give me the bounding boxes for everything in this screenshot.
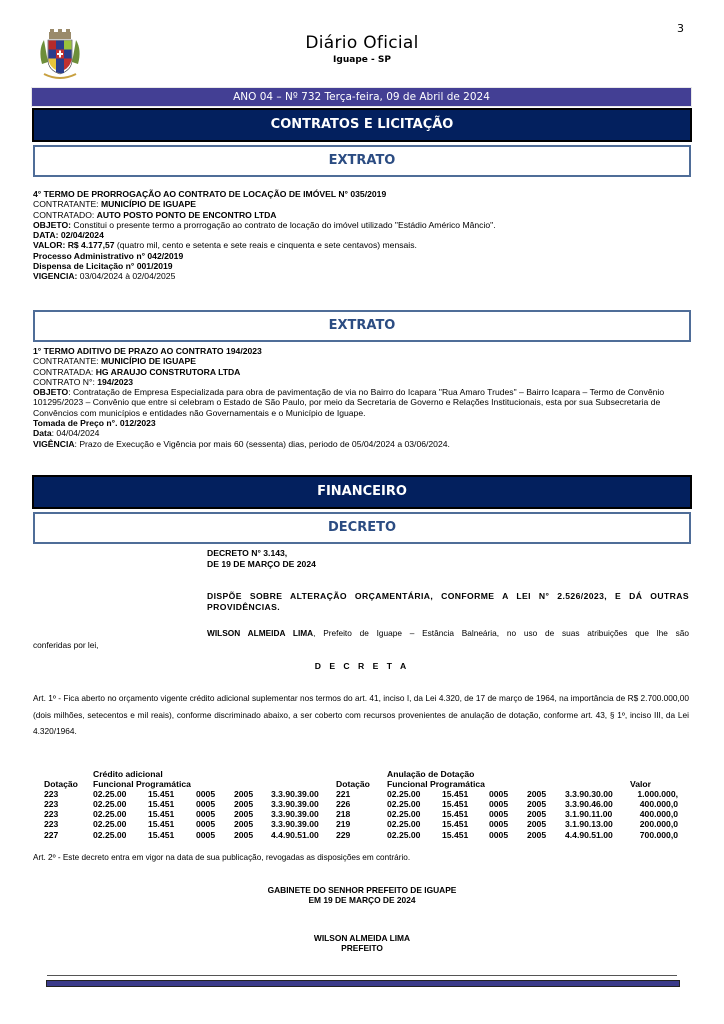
value: : 04/04/2024 [51, 428, 100, 439]
cell-f2: 3.3.90.30.00 [565, 789, 613, 800]
extract-1 [33, 189, 693, 282]
label: CONTRATADA: [33, 366, 96, 377]
decree-art2: Art. 2º - Este decreto entra em vigor na data de sua publicação, revogadas as disposições em contrário. [33, 853, 411, 862]
cell-c: 0005 [196, 789, 216, 800]
cell-valor: 200.000,0 [639, 819, 678, 830]
cell-valor: 700.000,0 [639, 829, 678, 840]
page-number: 3 [677, 22, 684, 35]
cell-e2: 2005 [527, 829, 547, 840]
extract-1-objeto [33, 220, 693, 230]
cell-c: 0005 [196, 809, 216, 820]
section-financeiro: FINANCEIRO [32, 475, 692, 509]
label: OBJETO [33, 387, 69, 398]
extract-2-title: 1° TERMO ADITIVO DE PRAZO AO CONTRATO 194/2023 [33, 346, 262, 356]
cell-c2: 0005 [489, 829, 509, 840]
cell-b2: 15.451 [442, 809, 469, 820]
cell-e2: 2005 [527, 819, 547, 830]
footer-divider [47, 975, 677, 976]
cell-c2: 0005 [489, 809, 509, 820]
label: CONTRATANTE: [33, 356, 101, 367]
cell-a2: 02.25.00 [387, 789, 421, 800]
cell-f2: 3.1.90.11.00 [565, 809, 613, 820]
signature-block-mayor [0, 933, 724, 954]
label: CONTRATO N°: [33, 376, 98, 387]
decree-preamble-line1 [33, 627, 689, 639]
cell-b2: 15.451 [442, 819, 469, 830]
decree-number: DECRETO N° 3.143, [207, 548, 288, 558]
cell-e: 2005 [234, 809, 254, 820]
label: VIGENCIA: [33, 271, 78, 282]
col-valor: Valor [630, 779, 652, 790]
cell-c: 0005 [196, 829, 216, 840]
gabinete-date: EM 19 DE MARÇO DE 2024 [308, 895, 416, 906]
value: (quatro mil, cento e setenta e sete reais e cinquenta e sete centavos) mensais. [114, 240, 417, 251]
extract-1-valor [33, 240, 693, 250]
cell-f: 3.3.90.39.00 [271, 809, 319, 820]
cell-e: 2005 [234, 819, 254, 830]
cell-b2: 15.451 [442, 789, 469, 800]
value: MUNICÍPIO DE IGUAPE [100, 199, 196, 210]
section-extrato-2: EXTRATO [33, 310, 691, 342]
extract-1-contratado [33, 210, 693, 220]
extract-1-processo: Processo Administrativo n° 042/2019 [33, 250, 184, 261]
signature-block-gabinete [0, 885, 724, 906]
cell-d2: 218 [336, 809, 351, 820]
label: OBJETO: [33, 219, 72, 230]
decree-art1: Art. 1º - Fica aberto no orçamento vigente crédito adicional suplementar nos termos do art. 41, inciso I, da Lei 4.320, de 17 de março de 1964, na importância de R$ 2.700.000,00 (dois milhões, setecentos e mil reais), conforme discriminado abaixo, a ser coberto com recursos provenientes de anulação de dotação, conforme art. 43, § 1º, inciso III, da Lei 4.320/1964. [33, 693, 689, 736]
col-dotacao-anulacao: Dotação [336, 779, 370, 790]
decree-preamble [33, 627, 689, 651]
cell-e2: 2005 [527, 809, 547, 820]
label: CONTRATANTE: [33, 199, 101, 210]
cell-f2: 3.3.90.46.00 [565, 799, 613, 810]
value: 194/2023 [97, 376, 134, 387]
cell-a: 02.25.00 [93, 829, 127, 840]
cell-d2: 229 [336, 829, 351, 840]
section-decreto: DECRETO [33, 512, 691, 544]
value: : Prazo de Execução e Vigência por mais 60 (sessenta) dias, periodo de 05/04/2024 a 03/06/2024. [74, 438, 450, 449]
cell-d2: 219 [336, 819, 351, 830]
decreta-heading: D E C R E T A [314, 661, 410, 671]
footer-bar [46, 980, 680, 987]
extract-1-contratante [33, 199, 693, 209]
cell-a2: 02.25.00 [387, 829, 421, 840]
extract-2-tomada: Tomada de Preço n°. 012/2023 [33, 418, 156, 429]
extract-2 [33, 346, 693, 449]
cell-b: 15.451 [148, 829, 175, 840]
cell-a: 02.25.00 [93, 809, 127, 820]
cell-f: 3.3.90.39.00 [271, 799, 319, 810]
cell-c2: 0005 [489, 789, 509, 800]
cell-c: 0005 [196, 819, 216, 830]
cell-d1: 223 [44, 809, 59, 820]
label: Data [33, 428, 52, 439]
decree-preamble-line2: conferidas por lei, [33, 640, 99, 650]
value: AUTO POSTO PONTO DE ENCONTRO LTDA [96, 209, 277, 220]
extract-1-dispensa: Dispensa de Licitação n° 001/2019 [33, 261, 173, 272]
group-anulacao-dotacao: Anulação de Dotação [387, 769, 475, 779]
extract-2-contrato [33, 377, 693, 387]
decree-date: DE 19 DE MARÇO DE 2024 [207, 558, 316, 569]
cell-e2: 2005 [527, 799, 547, 810]
cell-valor: 400.000,0 [639, 799, 678, 810]
cell-a2: 02.25.00 [387, 819, 421, 830]
label: CONTRATADO: [33, 209, 97, 220]
value: Constitui o presente termo a prorrogação ao contrato de locação do imóvel utilizado "Estádio Américo Mâncio". [71, 219, 496, 230]
cell-f: 3.3.90.39.00 [271, 819, 319, 830]
cell-c: 0005 [196, 799, 216, 810]
cell-a: 02.25.00 [93, 799, 127, 810]
cell-valor: 400.000,0 [639, 809, 678, 820]
cell-d2: 226 [336, 799, 351, 810]
cell-a2: 02.25.00 [387, 809, 421, 820]
value: MUNICÍPIO DE IGUAPE [100, 356, 196, 367]
extract-2-vigencia [33, 439, 693, 449]
group-credito-adicional: Crédito adicional [93, 769, 163, 779]
decree-ementa: DISPÕE SOBRE ALTERAÇÃO ORÇAMENTÁRIA, CONFORME A LEI N° 2.526/2023, E DÁ OUTRAS PROVIDÊNCIAS. [207, 591, 689, 612]
cell-f2: 4.4.90.51.00 [565, 829, 613, 840]
cell-d2: 221 [336, 789, 351, 800]
extract-1-vigencia [33, 271, 693, 281]
cell-d1: 223 [44, 789, 59, 800]
cell-a: 02.25.00 [93, 819, 127, 830]
cell-a: 02.25.00 [93, 789, 127, 800]
cell-e: 2005 [234, 789, 254, 800]
cell-c2: 0005 [489, 799, 509, 810]
cell-b: 15.451 [148, 799, 175, 810]
section-contratos-e-licitacao: CONTRATOS E LICITAÇÃO [32, 108, 692, 142]
signer-role: PREFEITO [341, 943, 383, 954]
extract-1-data: DATA: 02/04/2024 [33, 230, 104, 241]
extract-2-contratante [33, 356, 693, 366]
label: VIGÊNCIA [33, 438, 75, 449]
cell-b: 15.451 [148, 809, 175, 820]
value: HG ARAUJO CONSTRUTORA LTDA [95, 366, 241, 377]
cell-c2: 0005 [489, 819, 509, 830]
preamble-text: , Prefeito de Iguape – Estância Balneária, no uso de suas atribuições que lhe são [313, 628, 689, 638]
extract-1-title: 4° TERMO DE PRORROGAÇÃO AO CONTRATO DE LOCAÇÃO DE IMÓVEL N° 035/2019 [33, 189, 387, 199]
masthead-subtitle: Iguape - SP [333, 55, 391, 65]
cell-e: 2005 [234, 829, 254, 840]
extract-2-data [33, 428, 693, 438]
col-funcional-programatica-anulacao: Funcional Programática [387, 779, 485, 790]
cell-d1: 223 [44, 799, 59, 810]
value: 03/04/2024 à 02/04/2025 [77, 271, 176, 282]
decree-heading [207, 548, 316, 569]
masthead-title: Diário Oficial [305, 33, 419, 53]
cell-d1: 223 [44, 819, 59, 830]
cell-b: 15.451 [148, 819, 175, 830]
extract-2-contratada [33, 367, 693, 377]
cell-a2: 02.25.00 [387, 799, 421, 810]
cell-d1: 227 [44, 829, 59, 840]
col-dotacao: Dotação [44, 779, 78, 790]
col-funcional-programatica: Funcional Programática [93, 779, 191, 790]
cell-b2: 15.451 [442, 799, 469, 810]
cell-valor: 1.000.000, [637, 789, 678, 800]
cell-f: 3.3.90.39.00 [271, 789, 319, 800]
signer-name: WILSON ALMEIDA LIMA [313, 933, 411, 943]
cell-e2: 2005 [527, 789, 547, 800]
value: : Contratação de Empresa Especializada para obra de pavimentação de via no Bairro do Icapara "Rua Amaro Trudes" – Bairro Icapara – Termo de Convênio 101295/2023 – Convênio que entre si celebram o Estado de São Paulo, por meio da Secretaria de Governo e Relações Institucionais, esta por sua Subsecretaria de Convêncios com municípios e entidades não Governamentais e o Município de Iguape. [33, 387, 665, 418]
cell-b2: 15.451 [442, 829, 469, 840]
gabinete-line: GABINETE DO SENHOR PREFEITO DE IGUAPE [267, 885, 457, 895]
section-extrato-1: EXTRATO [33, 145, 691, 177]
label: VALOR: R$ 4.177,57 [33, 240, 115, 251]
extract-2-objeto [33, 387, 689, 418]
cell-f: 4.4.90.51.00 [271, 829, 319, 840]
mayor-name: WILSON ALMEIDA LIMA [207, 628, 314, 638]
cell-b: 15.451 [148, 789, 175, 800]
issue-bar: ANO 04 – Nº 732 Terça-feira, 09 de Abril de 2024 [32, 88, 691, 106]
cell-f2: 3.1.90.13.00 [565, 819, 613, 830]
cell-e: 2005 [234, 799, 254, 810]
